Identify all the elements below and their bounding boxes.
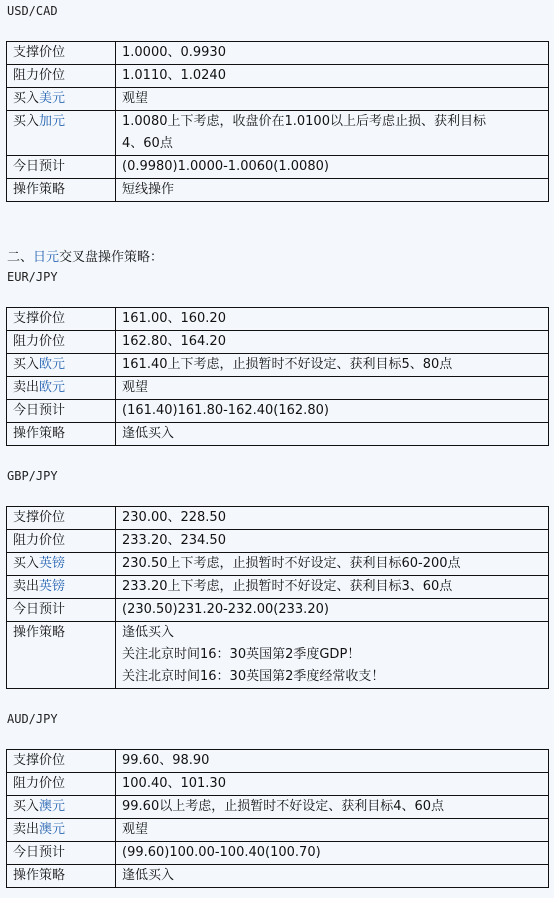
section-highlight[interactable]: 日元 (33, 250, 60, 265)
table-row (7, 865, 549, 888)
table-row (7, 65, 549, 88)
row-label: 阻力价位 (7, 331, 116, 354)
table-row (7, 842, 549, 865)
table-gbpjpy (6, 506, 549, 689)
table-row (7, 377, 549, 400)
row-value: 99.60以上考虑，止损暂时不好设定、获利目标4、60点 (116, 796, 549, 819)
row-value: 观望 (116, 377, 549, 400)
table-row (7, 42, 549, 65)
row-label (7, 354, 116, 377)
label-prefix: 买入 (13, 799, 40, 814)
table-row (7, 553, 549, 576)
value-line: 逢低买入 (122, 625, 175, 640)
pair-title-audjpy: AUD/JPY (7, 712, 58, 726)
pair-title-eurjpy: EUR/JPY (7, 270, 58, 284)
table-row (7, 308, 549, 331)
row-label (7, 796, 116, 819)
row-label: 支撑价位 (7, 750, 116, 773)
label-prefix: 买入 (13, 114, 40, 129)
row-label (7, 377, 116, 400)
label-prefix: 买入 (13, 357, 40, 372)
currency-link[interactable]: 澳元 (39, 822, 66, 837)
row-value: 观望 (116, 88, 549, 111)
row-value: 短线操作 (116, 179, 549, 202)
row-value: 1.0000、0.9930 (116, 42, 549, 65)
row-label: 支撑价位 (7, 507, 116, 530)
currency-link[interactable]: 加元 (39, 114, 66, 129)
table-row (7, 156, 549, 179)
row-label: 操作策略 (7, 179, 116, 202)
currency-link[interactable]: 欧元 (39, 380, 66, 395)
row-value: (0.9980)1.0000-1.0060(1.0080) (116, 156, 549, 179)
label-prefix: 买入 (13, 556, 40, 571)
row-label: 今日预计 (7, 156, 116, 179)
row-value: 233.20、234.50 (116, 530, 549, 553)
row-label: 今日预计 (7, 599, 116, 622)
row-label: 支撑价位 (7, 42, 116, 65)
pair-title-gbpjpy: GBP/JPY (7, 469, 58, 483)
table-row (7, 331, 549, 354)
value-line: 4、60点 (122, 136, 173, 151)
row-value: 100.40、101.30 (116, 773, 549, 796)
row-value: (99.60)100.00-100.40(100.70) (116, 842, 549, 865)
row-value: 233.20上下考虑，止损暂时不好设定、获利目标3、60点 (116, 576, 549, 599)
table-row (7, 530, 549, 553)
row-label (7, 553, 116, 576)
row-value: 162.80、164.20 (116, 331, 549, 354)
row-value (116, 111, 549, 156)
row-value: 逢低买入 (116, 423, 549, 446)
row-label (7, 819, 116, 842)
table-row (7, 179, 549, 202)
section-heading (7, 246, 163, 265)
row-value: 逢低买入 (116, 865, 549, 888)
currency-link[interactable]: 欧元 (39, 357, 66, 372)
row-value: 161.00、160.20 (116, 308, 549, 331)
row-value: 230.00、228.50 (116, 507, 549, 530)
currency-link[interactable]: 英镑 (39, 579, 66, 594)
section-suffix: 交叉盘操作策略： (59, 250, 164, 265)
label-prefix: 卖出 (13, 579, 40, 594)
row-value: 99.60、98.90 (116, 750, 549, 773)
row-label: 阻力价位 (7, 65, 116, 88)
row-value: 230.50上下考虑，止损暂时不好设定、获利目标60-200点 (116, 553, 549, 576)
row-label: 今日预计 (7, 842, 116, 865)
table-row (7, 507, 549, 530)
table-row (7, 423, 549, 446)
label-prefix: 买入 (13, 91, 40, 106)
row-label (7, 576, 116, 599)
currency-link[interactable]: 美元 (39, 91, 66, 106)
table-row (7, 622, 549, 689)
table-usdcad (6, 41, 549, 202)
table-row (7, 88, 549, 111)
row-label: 阻力价位 (7, 773, 116, 796)
row-value (116, 622, 549, 689)
row-label: 支撑价位 (7, 308, 116, 331)
row-label (7, 111, 116, 156)
row-value: (161.40)161.80-162.40(162.80) (116, 400, 549, 423)
table-row (7, 819, 549, 842)
row-value: 观望 (116, 819, 549, 842)
table-row (7, 599, 549, 622)
row-label: 操作策略 (7, 622, 116, 689)
row-label: 操作策略 (7, 423, 116, 446)
table-row (7, 400, 549, 423)
table-eurjpy (6, 307, 549, 446)
row-value: 161.40上下考虑，止损暂时不好设定、获利目标5、80点 (116, 354, 549, 377)
row-label (7, 88, 116, 111)
table-row (7, 750, 549, 773)
value-line: 关注北京时间16：30英国第2季度GDP！ (122, 647, 361, 662)
row-label: 今日预计 (7, 400, 116, 423)
table-row (7, 576, 549, 599)
label-prefix: 卖出 (13, 822, 40, 837)
table-row (7, 796, 549, 819)
table-row (7, 773, 549, 796)
value-line: 关注北京时间16：30英国第2季度经常收支！ (122, 669, 385, 684)
label-prefix: 卖出 (13, 380, 40, 395)
table-row (7, 354, 549, 377)
currency-link[interactable]: 英镑 (39, 556, 66, 571)
row-label: 操作策略 (7, 865, 116, 888)
pair-title-usdcad: USD/CAD (7, 4, 58, 18)
value-line: 1.0080上下考虑，收盘价在1.0100以上后考虑止损、获利目标 (122, 114, 486, 129)
section-prefix: 二、 (7, 250, 34, 265)
row-value: 1.0110、1.0240 (116, 65, 549, 88)
currency-link[interactable]: 澳元 (39, 799, 66, 814)
row-value: (230.50)231.20-232.00(233.20) (116, 599, 549, 622)
row-label: 阻力价位 (7, 530, 116, 553)
table-row (7, 111, 549, 156)
table-audjpy (6, 749, 549, 888)
